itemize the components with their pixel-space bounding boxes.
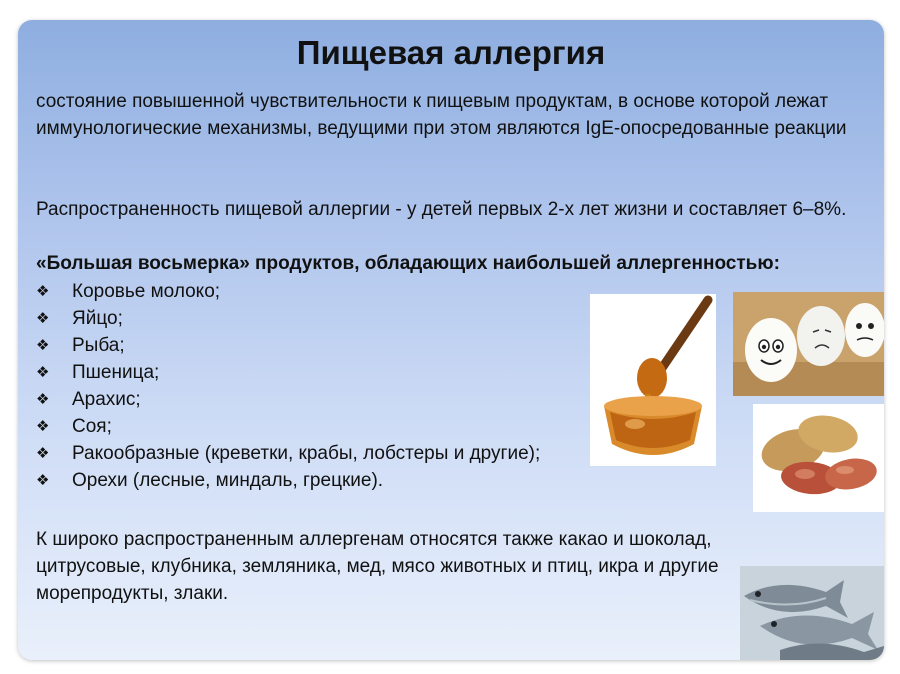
list-item-label: Яйцо;	[72, 308, 123, 329]
diamond-bullet-icon: ❖	[36, 445, 50, 462]
list-item-label: Ракообразные (креветки, крабы, лобстеры и другие);	[72, 443, 541, 464]
list-item	[36, 332, 540, 359]
eggs-image	[733, 292, 884, 396]
prevalence-text: Распространенность пищевой аллергии - у детей первых 2-х лет жизни и составляет 6–8%.	[36, 199, 847, 220]
list-item	[36, 359, 540, 386]
other-allergens-text: К широко распространенным аллергенам относятся также какао и шоколад, цитрусовые, клубника, земляника, мед, мясо животных и птиц, икра и другие морепродукты, злаки.	[36, 529, 719, 604]
list-item-label: Соя;	[72, 416, 112, 437]
list-item	[36, 278, 540, 305]
list-item	[36, 305, 540, 332]
diamond-bullet-icon: ❖	[36, 310, 50, 327]
diamond-bullet-icon: ❖	[36, 364, 50, 381]
list-item-label: Рыба;	[72, 335, 125, 356]
slide-title: Пищевая аллергия	[296, 34, 606, 71]
slide	[18, 20, 884, 660]
definition-text: состояние повышенной чувствительности к пищевым продуктам, в основе которой лежат иммунологические механизмы, ведущими при этом являются IgE-опосредованные реакции	[36, 91, 847, 139]
list-item-label: Коровье молоко;	[72, 281, 221, 302]
list-item-label: Орехи (лесные, миндаль, грецкие).	[72, 470, 384, 491]
diamond-bullet-icon: ❖	[36, 391, 50, 408]
list-item	[36, 386, 540, 413]
list-item	[36, 467, 540, 494]
list-item-label: Пшеница;	[72, 362, 160, 383]
diamond-bullet-icon: ❖	[36, 418, 50, 435]
peanuts-image	[753, 404, 884, 512]
big-eight-list	[36, 278, 540, 494]
big-eight-heading: «Большая восьмерка» продуктов, обладающих наибольшей аллергенностью:	[36, 253, 780, 274]
diamond-bullet-icon: ❖	[36, 337, 50, 354]
diamond-bullet-icon: ❖	[36, 472, 50, 489]
honey-image	[590, 294, 716, 466]
list-item-label: Арахис;	[72, 389, 141, 410]
list-item	[36, 413, 540, 440]
fish-image	[740, 566, 884, 660]
diamond-bullet-icon: ❖	[36, 283, 50, 300]
list-item	[36, 440, 540, 467]
